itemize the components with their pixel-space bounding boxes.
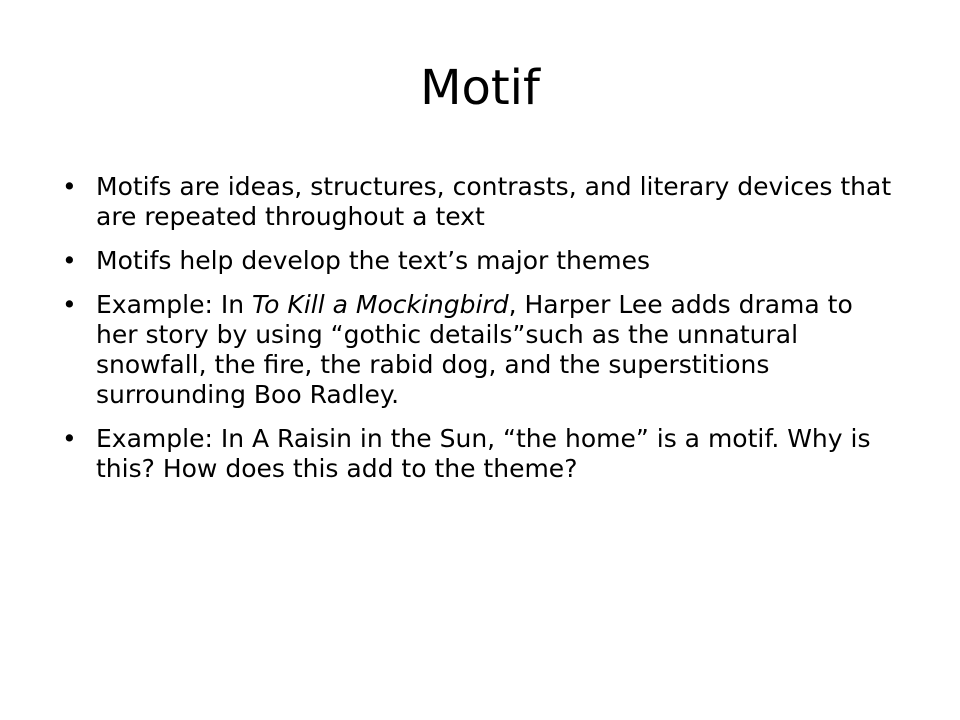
bullet-list xyxy=(62,172,902,498)
bullet-item xyxy=(62,246,902,276)
bullet-item xyxy=(62,290,902,410)
bullet-item xyxy=(62,424,902,484)
bullet-dot: • xyxy=(62,424,77,453)
bullet-dot: • xyxy=(62,172,77,201)
bullet-item xyxy=(62,172,902,232)
slide-title: Motif xyxy=(420,60,540,116)
bullet-text: Example: In A Raisin in the Sun, “the home” is a motif. Why is this? How does this add to the theme? xyxy=(96,424,871,483)
book-title: To Kill a Mockingbird xyxy=(252,290,509,319)
bullet-text-suffix: , Harper Lee adds drama to her story by using “gothic details”such as the unnatural snowfall, the fire, the rabid dog, and the superstitions surrounding Boo Radley. xyxy=(96,290,853,409)
bullet-dot: • xyxy=(62,246,77,275)
bullet-text-prefix: Example: In xyxy=(96,290,252,319)
bullet-text: Motifs are ideas, structures, contrasts, and literary devices that are repeated throughout a text xyxy=(96,172,892,231)
bullet-text: Motifs help develop the text’s major themes xyxy=(96,246,651,275)
bullet-text xyxy=(96,290,902,410)
bullet-dot: • xyxy=(62,290,77,319)
